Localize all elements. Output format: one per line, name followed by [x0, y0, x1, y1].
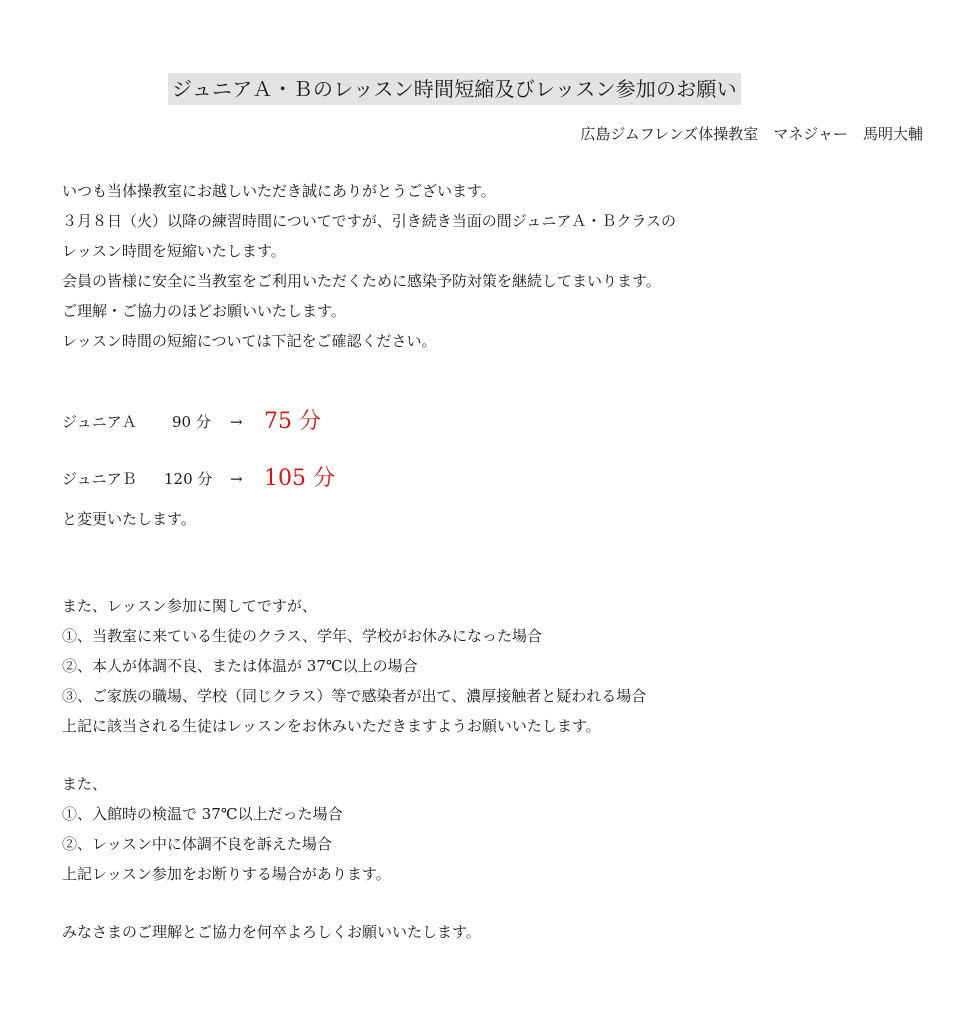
refusal-line: ①、入館時の検温で 37℃以上だった場合 [62, 805, 343, 823]
intro-line: ３月８日（火）以降の練習時間についてですが、引き続き当面の間ジュニアＡ・Ｂクラスの [62, 212, 676, 230]
document-title: ジュニアＡ・Ｂのレッスン時間短縮及びレッスン参加のお願い [168, 73, 741, 105]
participation-line: 上記に該当される生徒はレッスンをお休みいただきますようお願いいたします。 [62, 717, 601, 735]
intro-line: レッスン時間を短縮いたします。 [62, 242, 286, 260]
intro-line: いつも当体操教室にお越しいただき誠にありがとうございます。 [62, 182, 496, 200]
participation-line: また、レッスン参加に関してですが、 [62, 597, 317, 615]
new-duration: 75 分 [264, 409, 321, 434]
refusal-line: また、 [62, 775, 108, 793]
change-note: と変更いたします。 [62, 510, 196, 528]
refusal-line: ②、レッスン中に体調不良を訴えた場合 [62, 835, 332, 853]
refusal-line: 上記レッスン参加をお断りする場合があります。 [62, 865, 391, 883]
arrow: → [230, 413, 243, 431]
participation-line: ①、当教室に来ている生徒のクラス、学年、学校がお休みになった場合 [62, 627, 543, 645]
intro-line: ご理解・ご協力のほどお願いいたします。 [62, 302, 346, 320]
participation-line: ③、ご家族の職場、学校（同じクラス）等で感染者が出て、濃厚接触者と疑われる場合 [62, 687, 647, 705]
old-duration: 120 分 [164, 470, 213, 488]
old-duration: 90 分 [172, 413, 211, 431]
intro-line: レッスン時間の短縮については下記をご確認ください。 [62, 332, 437, 350]
closing-line: みなさまのご理解とご協力を何卒よろしくお願いいたします。 [62, 923, 481, 941]
intro-line: 会員の皆様に安全に当教室をご利用いただくために感染予防対策を継続してまいります。 [62, 272, 661, 290]
document-author: 広島ジムフレンズ体操教室 マネジャー 馬明大輔 [580, 125, 923, 143]
arrow: → [230, 470, 243, 488]
class-name: ジュニアＢ [62, 470, 137, 488]
new-duration: 105 分 [264, 466, 335, 491]
class-name: ジュニアＡ [62, 413, 137, 431]
participation-line: ②、本人が体調不良、または体温が 37℃以上の場合 [62, 657, 418, 675]
